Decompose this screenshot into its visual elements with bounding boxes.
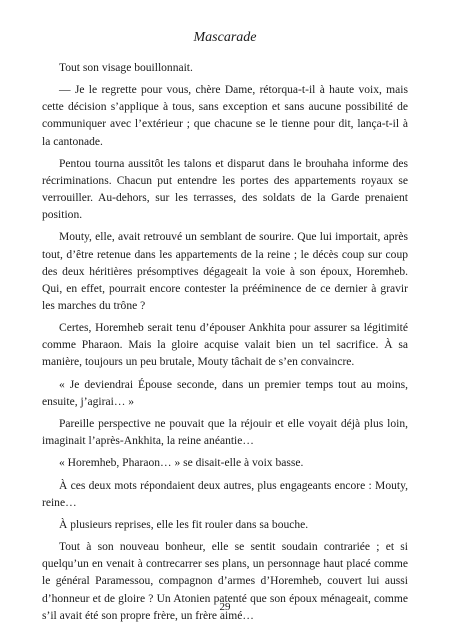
paragraph: À plusieurs reprises, elle les fit rouler dans sa bouche. [59,518,309,531]
paragraph: Pentou tourna aussitôt les talons et disparut dans le brouhaha informe des récriminations. Chacun put entendre les portes des appartements royaux se verrouiller. Au-dehors, sur les terrasses, des soldats de la Garde prenaient position. [42,157,408,222]
paragraph: Mouty, elle, avait retrouvé un semblant de sourire. Que lui importait, après tout, d’être retenue dans les appartements de la reine ; le décès coup sur coup des deux héritières présomptives dégageait la voie à son époux, Horemheb. Qui, en effet, pourrait encore contester la prééminence de ce dernier à gravir les marches du trône ? [42,231,408,312]
body-text [42,60,408,630]
running-title: Mascarade [193,30,257,45]
paragraph: Tout son visage bouillonnait. [59,62,193,74]
paragraph: À ces deux mots répondaient deux autres, plus engageants encore : Mouty, reine… [42,479,408,509]
paragraph: Pareille perspective ne pouvait que la réjouir et elle voyait déjà plus loin, imaginait l’après-Ankhita, la reine anéantie… [42,417,408,447]
paragraph: — Je le regrette pour vous, chère Dame, rétorqua-t-il à haute voix, mais cette décision s’applique à tous, sans exception et sans aucune possibilité de communiquer avec l’extérieur ; que chacune se le tienne pour dit, lança-t-il à la cantonade. [42,84,408,148]
page-number: 29 [219,601,231,613]
paragraph: Tout à son nouveau bonheur, elle se sentit soudain contrariée ; et si quelqu’un en venait à contrecarrer ses plans, un personnage haut placé comme le général Paramessou, compagnon d’armes d’Horemheb, couvert lui aussi d’honneur et de gloire ? Un Atonien patenté que son époux ménageait, comme s’il avait été son propre frère, un frère aimé… [42,541,408,622]
paragraph: « Horemheb, Pharaon… » se disait-elle à voix basse. [59,457,304,470]
paragraph: Certes, Horemheb serait tenu d’épouser Ankhita pour assurer sa légitimité comme Pharaon. Mais la gloire acquise valait bien un tel sacrifice. À sa manière, toujours un peu brutale, Mouty tâchait de s’en convaincre. [42,322,408,369]
paragraph: « Je deviendrai Épouse seconde, dans un premier temps tout au moins, ensuite, j’agirai… » [42,378,408,408]
